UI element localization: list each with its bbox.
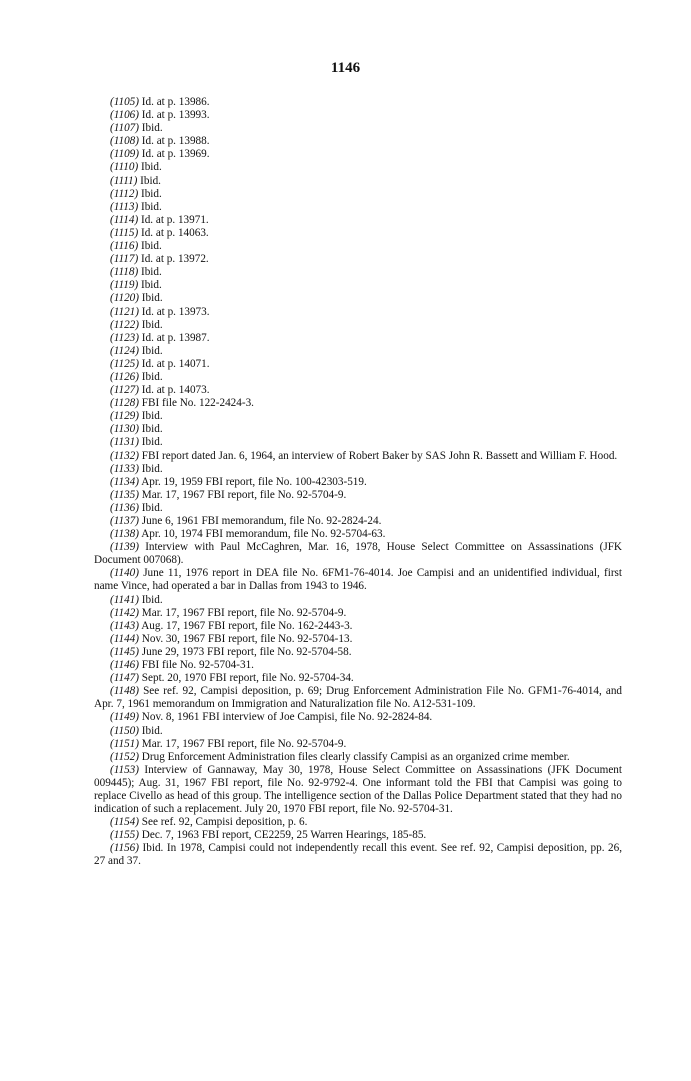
footnote-number: (1119) — [110, 279, 139, 292]
footnote-text: Interview with Paul McCaghren, Mar. 16, 1978, House Select Committee on Assassinations (JFK Document 007068). — [94, 541, 623, 567]
footnote-number: (1137) — [110, 515, 139, 527]
footnote-text: Ibid. — [140, 240, 162, 253]
footnote-number: (1139) — [110, 541, 139, 554]
footnote-entry — [94, 594, 622, 607]
footnote-entry — [94, 829, 622, 842]
footnote-entry — [94, 279, 622, 292]
footnote-entry — [94, 607, 622, 620]
footnote-number: (1134) — [110, 475, 139, 488]
footnote-text: Ibid. — [141, 593, 163, 606]
footnote-number: (1132) — [110, 449, 139, 462]
footnote-entry — [94, 751, 622, 764]
footnote-number: (1140) — [110, 567, 139, 580]
page-number: 1146 — [330, 60, 361, 76]
footnote-number: (1129) — [110, 410, 139, 423]
footnote-entry — [94, 646, 622, 659]
footnotes-list — [94, 96, 622, 869]
footnote-text: Id. at p. 14063. — [140, 226, 209, 239]
footnote-text: Aug. 17, 1967 FBI report, file No. 162-2443-3. — [141, 619, 353, 632]
footnote-text: Ibid. — [141, 122, 163, 135]
footnote-entry — [94, 842, 622, 868]
footnote-text: Ibid. — [141, 501, 163, 514]
footnote-number: (1153) — [110, 763, 139, 776]
footnote-text: June 6, 1961 FBI memorandum, file No. 92-2824-24. — [141, 515, 382, 527]
footnote-text: Id. at p. 14073. — [141, 384, 210, 397]
footnote-text: FBI file No. 92-5704-31. — [141, 659, 254, 672]
footnote-entry — [94, 436, 622, 449]
footnote-number: (1126) — [110, 370, 139, 383]
footnote-number: (1155) — [110, 829, 139, 842]
footnote-number: (1156) — [110, 842, 139, 855]
footnote-entry — [94, 450, 622, 463]
footnote-text: Ibid. — [141, 410, 163, 423]
footnote-text: Ibid. — [141, 318, 163, 331]
footnote-entry — [94, 214, 622, 227]
footnote-text: Sept. 20, 1970 FBI report, file No. 92-5704-34. — [141, 672, 354, 685]
footnote-number: (1127) — [110, 384, 139, 397]
footnote-text: Mar. 17, 1967 FBI report, file No. 92-5704-9. — [141, 737, 347, 750]
footnote-number: (1110) — [110, 161, 139, 174]
footnote-entry — [94, 528, 622, 541]
footnote-entry — [94, 358, 622, 371]
footnote-number: (1117) — [110, 253, 139, 266]
footnote-entry — [94, 423, 622, 436]
footnote-text: Ibid. — [140, 200, 162, 213]
footnote-entry — [94, 188, 622, 201]
footnote-text: Ibid. — [140, 279, 162, 292]
footnote-number: (1146) — [110, 659, 139, 672]
footnote-entry — [94, 135, 622, 148]
footnote-number: (1152) — [110, 750, 139, 763]
footnote-entry — [94, 620, 622, 633]
footnote-number: (1105) — [110, 96, 139, 108]
footnote-number: (1120) — [110, 292, 139, 305]
footnote-entry — [94, 306, 622, 319]
footnote-text: Ibid. — [141, 292, 163, 305]
footnote-number: (1141) — [110, 593, 139, 606]
footnote-number: (1145) — [110, 645, 139, 658]
footnote-entry — [94, 711, 622, 724]
footnote-entry — [94, 122, 622, 135]
footnote-entry — [94, 266, 622, 279]
footnote-entry — [94, 672, 622, 685]
footnote-number: (1112) — [110, 187, 139, 200]
footnote-text: Apr. 19, 1959 FBI report, file No. 100-42303-519. — [141, 475, 367, 488]
footnote-number: (1143) — [110, 619, 139, 632]
footnote-number: (1118) — [110, 266, 139, 279]
footnote-entry — [94, 345, 622, 358]
footnote-text: Ibid. — [140, 174, 161, 187]
footnote-entry — [94, 502, 622, 515]
footnote-entry — [94, 96, 622, 109]
footnote-text: Id. at p. 13973. — [141, 305, 210, 318]
footnote-text: June 29, 1973 FBI report, file No. 92-5704-58. — [141, 645, 352, 658]
footnote-entry — [94, 332, 622, 345]
footnote-text: See ref. 92, Campisi deposition, p. 69; Drug Enforcement Administration File No. GFM1-76-4014, and Apr. 7, 1961 memorandum on Immigration and Naturalization file No. A12-531-109. — [94, 685, 623, 711]
footnote-text: Ibid. — [141, 423, 163, 436]
footnote-entry — [94, 463, 622, 476]
footnote-number: (1115) — [110, 226, 139, 239]
footnote-text: Ibid. — [141, 462, 163, 475]
footnote-number: (1108) — [110, 135, 139, 148]
footnote-text: Interview of Gannaway, May 30, 1978, House Select Committee on Assassinations (JFK Document 009445); Aug. 31, 1967 FBI report, file No. 92-9792-4. One informant told the FBI that Campisi was going to replace Civello as head of this group. The intelligence section of the Dallas Police Department stated that they had no indication of such a replacement. July 20, 1970 FBI report, file No. 92-5704-31. — [94, 763, 623, 816]
footnote-entry — [94, 738, 622, 751]
footnote-entry — [94, 201, 622, 214]
footnote-entry — [94, 633, 622, 646]
footnote-number: (1147) — [110, 672, 139, 685]
footnote-number: (1131) — [110, 436, 139, 449]
footnote-text: Ibid. — [141, 370, 163, 383]
footnote-number: (1128) — [110, 397, 139, 410]
footnote-text: Ibid. — [140, 161, 162, 174]
footnote-entry — [94, 476, 622, 489]
footnote-entry — [94, 175, 622, 188]
footnote-number: (1125) — [110, 357, 139, 370]
footnote-text: Nov. 8, 1961 FBI interview of Joe Campisi, file No. 92-2824-84. — [141, 711, 433, 724]
footnote-entry — [94, 685, 622, 711]
footnote-number: (1144) — [110, 632, 139, 645]
footnote-number: (1124) — [110, 344, 139, 357]
footnote-number: (1114) — [110, 213, 139, 226]
footnote-text: Id. at p. 13969. — [141, 148, 210, 161]
footnote-text: Id. at p. 13971. — [140, 213, 209, 226]
footnote-text: Drug Enforcement Administration files clearly classify Campisi as an organized crime member. — [141, 750, 570, 763]
footnote-number: (1107) — [110, 122, 139, 135]
footnote-number: (1121) — [110, 305, 139, 318]
footnote-number: (1135) — [110, 488, 139, 501]
footnote-entry — [94, 725, 622, 738]
footnote-number: (1111) — [110, 174, 138, 187]
footnote-text: Nov. 30, 1967 FBI report, file No. 92-5704-13. — [141, 632, 353, 645]
footnote-text: Dec. 7, 1963 FBI report, CE2259, 25 Warren Hearings, 185-85. — [141, 829, 427, 842]
footnote-entry — [94, 319, 622, 332]
footnote-number: (1122) — [110, 318, 139, 331]
footnote-number: (1149) — [110, 711, 139, 724]
footnote-entry — [94, 384, 622, 397]
footnote-number: (1151) — [110, 737, 139, 750]
footnote-number: (1138) — [110, 528, 139, 541]
footnote-entry — [94, 109, 622, 122]
footnote-entry — [94, 148, 622, 161]
footnote-number: (1123) — [110, 331, 139, 344]
footnote-number: (1142) — [110, 606, 139, 619]
footnote-number: (1109) — [110, 148, 139, 161]
footnote-text: Id. at p. 13987. — [141, 331, 210, 344]
footnote-text: Ibid. — [140, 266, 162, 279]
footnote-text: FBI file No. 122-2424-3. — [141, 397, 254, 410]
footnote-number: (1148) — [110, 685, 139, 698]
footnote-entry — [94, 515, 622, 528]
footnote-text: Id. at p. 14071. — [141, 357, 210, 370]
footnote-entry — [94, 764, 622, 816]
footnote-entry — [94, 410, 622, 423]
footnote-text: Mar. 17, 1967 FBI report, file No. 92-5704-9. — [141, 488, 347, 501]
footnote-entry — [94, 371, 622, 384]
footnote-text: Apr. 10, 1974 FBI memorandum, file No. 92-5704-63. — [141, 528, 386, 541]
footnote-text: Ibid. In 1978, Campisi could not independently recall this event. See ref. 92, Campisi deposition, pp. 26, 27 and 37. — [94, 842, 623, 868]
footnote-entry — [94, 397, 622, 410]
footnote-entry — [94, 489, 622, 502]
footnote-text: Id. at p. 13972. — [140, 253, 209, 266]
footnote-number: (1113) — [110, 200, 139, 213]
footnote-text: Ibid. — [141, 436, 163, 449]
footnote-number: (1133) — [110, 462, 139, 475]
footnote-entry — [94, 659, 622, 672]
footnote-number: (1116) — [110, 240, 139, 253]
footnote-entry — [94, 161, 622, 174]
footnote-number: (1150) — [110, 724, 139, 737]
footnote-text: Ibid. — [141, 344, 163, 357]
footnote-text: Ibid. — [141, 724, 163, 737]
footnote-entry — [94, 567, 622, 593]
footnote-number: (1106) — [110, 109, 139, 122]
footnote-entry — [94, 541, 622, 567]
footnote-text: FBI report dated Jan. 6, 1964, an interview of Robert Baker by SAS John R. Bassett and William F. Hood. — [141, 449, 618, 462]
footnote-text: Id. at p. 13988. — [141, 135, 210, 148]
footnote-text: Mar. 17, 1967 FBI report, file No. 92-5704-9. — [141, 606, 347, 619]
footnote-entry — [94, 240, 622, 253]
footnote-entry — [94, 253, 622, 266]
footnote-text: Id. at p. 13993. — [141, 109, 210, 122]
footnote-text: Id. at p. 13986. — [141, 96, 210, 108]
footnote-number: (1154) — [110, 816, 139, 829]
footnote-text: June 11, 1976 report in DEA file No. 6FM1-76-4014. Joe Campisi and an unidentified individual, first name Vince, had operated a bar in Dallas from 1943 to 1946. — [94, 567, 623, 593]
footnote-entry — [94, 227, 622, 240]
footnote-entry — [94, 816, 622, 829]
footnote-text: Ibid. — [140, 187, 162, 200]
footnote-number: (1130) — [110, 423, 139, 436]
footnote-entry — [94, 292, 622, 305]
footnote-text: See ref. 92, Campisi deposition, p. 6. — [141, 816, 308, 829]
footnote-number: (1136) — [110, 501, 139, 514]
